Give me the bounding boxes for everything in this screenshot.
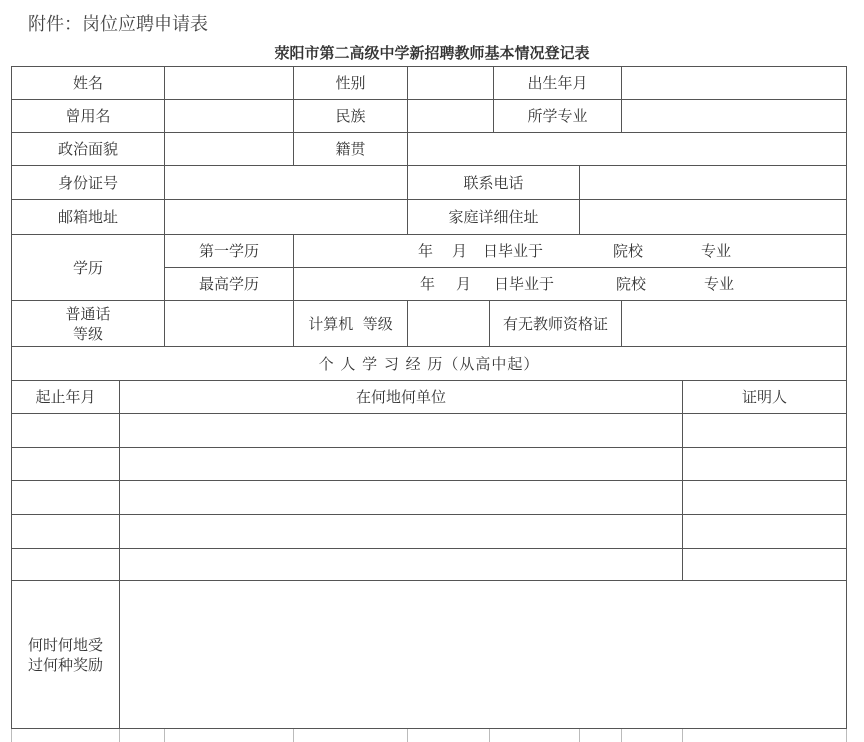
history-unit-3[interactable]	[119, 480, 683, 515]
grad1-year: 年	[418, 242, 434, 260]
highest-degree-field[interactable]	[293, 267, 847, 301]
grad2-school: 院校	[616, 275, 647, 293]
ethnicity-field[interactable]	[407, 99, 494, 133]
grad2-day-grad: 日毕业于	[494, 275, 555, 293]
computer-field[interactable]	[407, 300, 490, 347]
birth-field[interactable]	[621, 66, 847, 100]
history-period-4[interactable]	[11, 514, 120, 549]
grad2-month: 月	[456, 275, 472, 293]
history-witness-2[interactable]	[682, 447, 847, 481]
awards-label	[11, 580, 120, 729]
former-name-label: 曾用名	[11, 99, 165, 133]
history-witness-4[interactable]	[682, 514, 847, 549]
id-number-label: 身份证号	[11, 165, 165, 200]
home-address-label: 家庭详细住址	[407, 199, 580, 235]
ethnicity-label: 民族	[293, 99, 408, 133]
phone-label: 联系电话	[407, 165, 580, 200]
grad1-month: 月	[452, 242, 468, 260]
mandarin-field[interactable]	[164, 300, 294, 347]
name-field[interactable]	[164, 66, 294, 100]
phone-field[interactable]	[579, 165, 847, 200]
history-witness-1[interactable]	[682, 413, 847, 448]
history-period-3[interactable]	[11, 480, 120, 515]
mandarin-label-line2: 等级	[72, 324, 103, 343]
home-address-field[interactable]	[579, 199, 847, 235]
history-unit-1[interactable]	[119, 413, 683, 448]
registration-form	[11, 66, 847, 729]
grad2-year: 年	[420, 275, 436, 293]
computer-label: 计算机 等级	[293, 300, 408, 347]
grad1-day-grad: 日毕业于	[483, 242, 544, 260]
awards-field[interactable]	[119, 580, 847, 729]
teacher-cert-label: 有无教师资格证	[489, 300, 622, 347]
grad1-school: 院校	[613, 242, 644, 260]
witness-header: 证明人	[682, 380, 847, 414]
highest-degree-label: 最高学历	[164, 267, 294, 301]
grad2-major: 专业	[704, 275, 735, 293]
period-header: 起止年月	[11, 380, 120, 414]
email-label: 邮箱地址	[11, 199, 165, 235]
native-place-label: 籍贯	[293, 132, 408, 166]
name-label: 姓名	[11, 66, 165, 100]
study-history-heading: 个 人 学 习 经 历（从高中起）	[11, 346, 847, 381]
awards-label-line2: 过何种奖励	[27, 655, 103, 674]
id-number-field[interactable]	[164, 165, 408, 200]
awards-label-line1: 何时何地受	[27, 635, 103, 654]
first-degree-label: 第一学历	[164, 234, 294, 268]
grad1-major: 专业	[701, 242, 732, 260]
major-field[interactable]	[621, 99, 847, 133]
attachment-label: 附件：岗位应聘申请表	[28, 14, 208, 35]
gender-field[interactable]	[407, 66, 494, 100]
unit-header: 在何地何单位	[119, 380, 683, 414]
email-field[interactable]	[164, 199, 408, 235]
history-period-5[interactable]	[11, 548, 120, 581]
history-unit-5[interactable]	[119, 548, 683, 581]
history-witness-3[interactable]	[682, 480, 847, 515]
history-unit-4[interactable]	[119, 514, 683, 549]
political-label: 政治面貌	[11, 132, 165, 166]
gender-label: 性别	[293, 66, 408, 100]
history-period-2[interactable]	[11, 447, 120, 481]
major-label: 所学专业	[493, 99, 622, 133]
first-degree-field[interactable]	[293, 234, 847, 268]
education-label: 学历	[11, 234, 165, 301]
mandarin-label	[11, 300, 165, 347]
history-period-1[interactable]	[11, 413, 120, 448]
history-unit-2[interactable]	[119, 447, 683, 481]
history-witness-5[interactable]	[682, 548, 847, 581]
political-field[interactable]	[164, 132, 294, 166]
native-place-field[interactable]	[407, 132, 847, 166]
form-title: 荥阳市第二高级中学新招聘教师基本情况登记表	[274, 44, 590, 62]
birth-label: 出生年月	[493, 66, 622, 100]
teacher-cert-field[interactable]	[621, 300, 847, 347]
mandarin-label-line1: 普通话	[65, 304, 111, 323]
form-continuation	[11, 729, 847, 742]
former-name-field[interactable]	[164, 99, 294, 133]
